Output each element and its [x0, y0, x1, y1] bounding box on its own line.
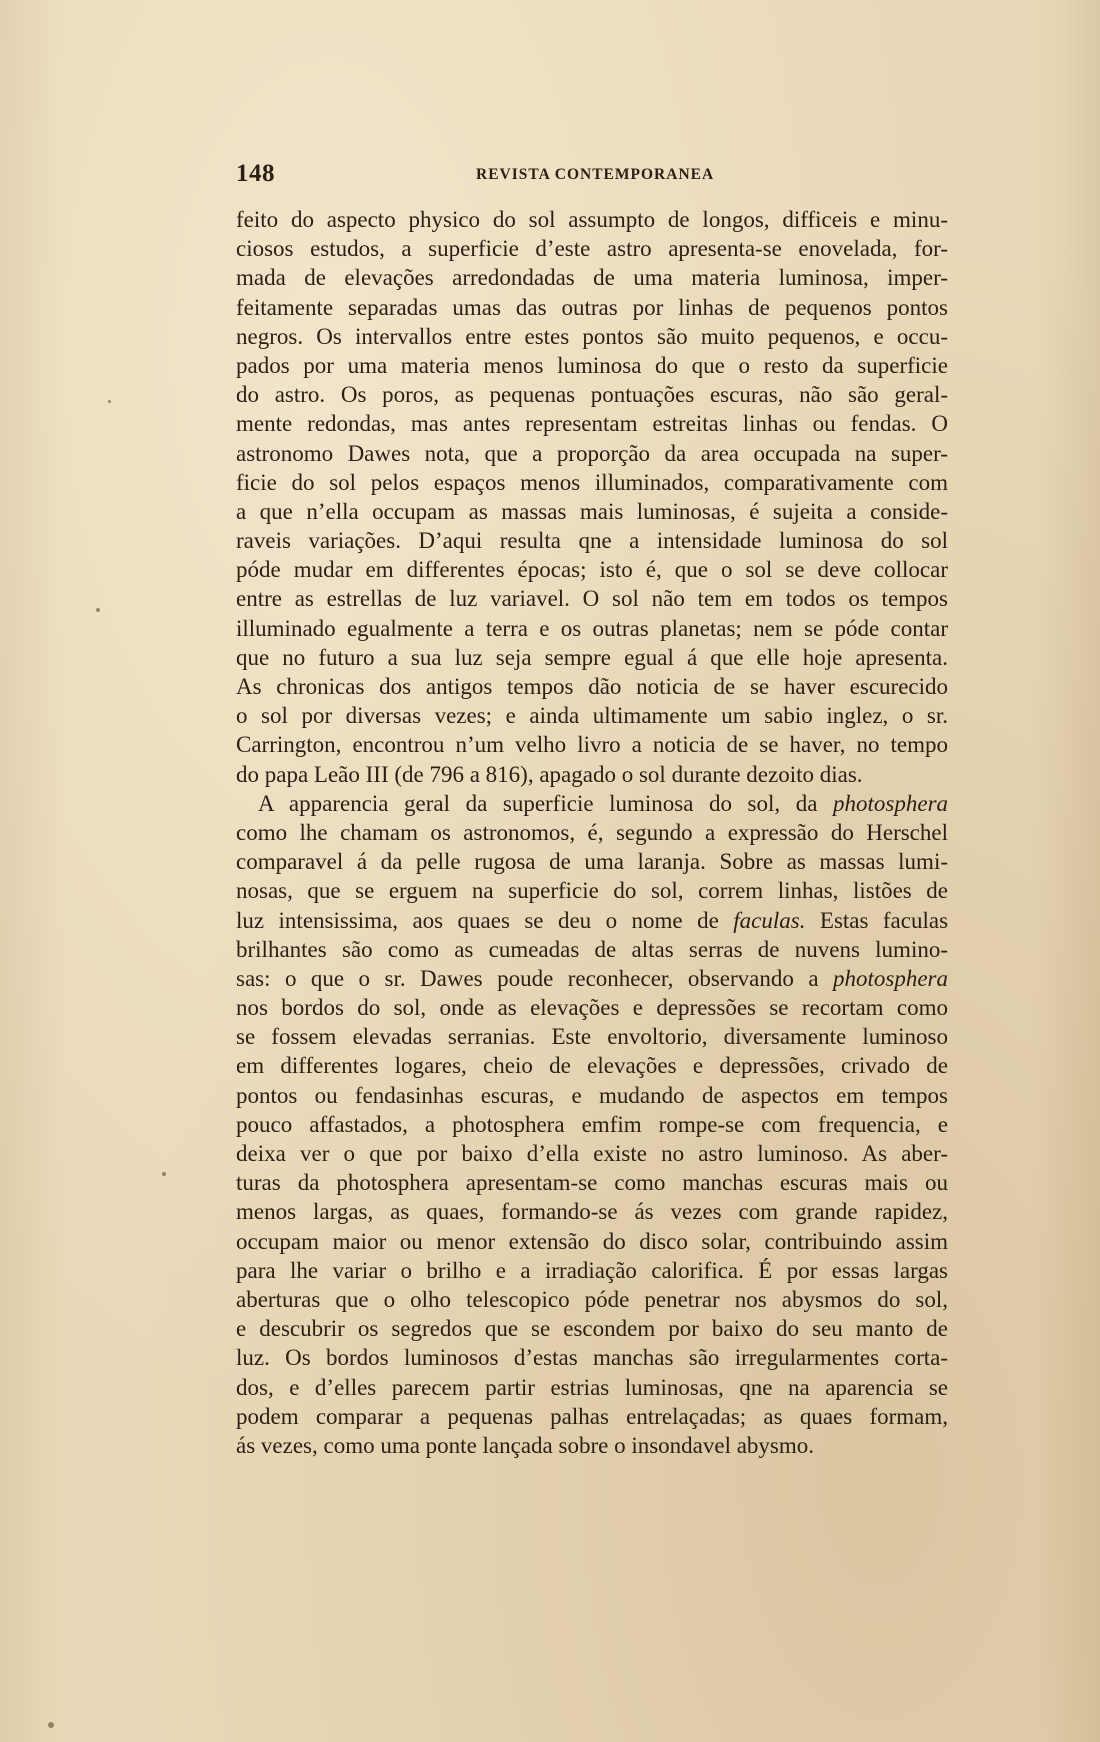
text-line: luz. Os bordos luminosos d’estas manchas são irregularmentes corta- [236, 1345, 948, 1371]
body-text [236, 205, 948, 1460]
text-segment: Estas faculas [819, 907, 949, 933]
text-line: ás vezes, como uma ponte lançada sobre o insondavel abysmo. [236, 1432, 815, 1458]
text-line: As chronicas dos antigos tempos dão noticia de se haver escurecido [236, 674, 948, 699]
text-line: brilhantes são como as cumeadas de altas serras de nuvens lumino- [236, 936, 948, 962]
text-segment: sas: o que o sr. Dawes poude reconhecer, observando a [236, 965, 819, 991]
text-line: dos, e d’elles parecem partir estrias luminosas, qne na aparencia se [236, 1374, 948, 1400]
text-line: aberturas que o olho telescopico póde penetrar nos abysmos do sol, [236, 1286, 948, 1312]
text-line: illuminado egualmente a terra e os outras planetas; nem se póde contar [236, 615, 948, 641]
text-line-mixed [236, 789, 948, 818]
page-number: 148 [236, 160, 275, 187]
text-line: póde mudar em differentes épocas; isto é, que o sol se deve collocar [236, 557, 948, 583]
text-line: e descubrir os segredos que se escondem por baixo do seu manto de [236, 1316, 948, 1342]
text-line: feitamente separadas umas das outras por linhas de pequenos pontos [236, 294, 948, 320]
text-line: em differentes logares, cheio de elevações e depressões, crivado de [236, 1053, 948, 1079]
text-line: pados por uma materia menos luminosa do que o resto da superficie [236, 352, 948, 378]
text-line: mente redondas, mas antes representam estreitas linhas ou fendas. O [236, 411, 948, 437]
italic-term: photosphera [833, 965, 948, 991]
text-line: astronomo Dawes nota, que a proporção da area occupada na super- [236, 440, 948, 466]
text-line: mada de elevações arredondadas de uma materia luminosa, imper- [236, 265, 948, 291]
italic-term: faculas. [733, 907, 806, 933]
text-line: pontos ou fendasinhas escuras, e mudando de aspectos em tempos [236, 1082, 948, 1108]
text-line: comparavel á da pelle rugosa de uma laranja. Sobre as massas lumi- [236, 849, 948, 875]
text-line: occupam maior ou menor extensão do disco solar, contribuindo assim [236, 1228, 948, 1254]
text-line-mixed [236, 964, 948, 993]
paper-speck [162, 1172, 166, 1176]
paper-speck [48, 1722, 54, 1728]
page-header [236, 160, 718, 190]
text-line: negros. Os intervallos entre estes pontos são muito pequenos, e occu- [236, 323, 948, 349]
text-line: para lhe variar o brilho e a irradiação calorifica. É por essas largas [236, 1257, 948, 1283]
text-line: do papa Leão III (de 796 a 816), apagado o sol durante dezoito dias. [236, 761, 863, 787]
text-line: ciosos estudos, a superficie d’este astro apresenta-se enovelada, for- [236, 236, 948, 262]
italic-term: photosphera [833, 790, 949, 816]
text-segment: A apparencia geral da superficie luminosa do sol, da [258, 790, 818, 816]
paper-speck [108, 400, 111, 403]
running-head: REVISTA CONTEMPORANEA [476, 166, 715, 183]
text-line: nosas, que se erguem na superficie do sol, correm linhas, listões de [236, 878, 948, 904]
paper-speck [96, 608, 100, 612]
text-segment: luz intensissima, aos quaes se deu o nome de [236, 907, 719, 933]
text-line: podem comparar a pequenas palhas entrelaçadas; as quaes formam, [236, 1403, 948, 1429]
text-line: turas da photosphera apresentam-se como manchas escuras mais ou [236, 1170, 948, 1196]
text-line: menos largas, as quaes, formando-se ás vezes com grande rapidez, [236, 1199, 948, 1225]
text-line: do astro. Os poros, as pequenas pontuações escuras, não são geral- [236, 382, 948, 408]
text-line: que no futuro a sua luz seja sempre egual á que elle hoje apresenta. [236, 644, 948, 670]
text-line: deixa ver o que por baixo d’ella existe no astro luminoso. As aber- [236, 1141, 948, 1166]
text-line-mixed [236, 906, 948, 935]
text-line: nos bordos do sol, onde as elevações e depressões se recortam como [236, 995, 948, 1021]
text-line: pouco affastados, a photosphera emfim rompe-se com frequencia, e [236, 1111, 948, 1137]
text-line: raveis variações. D’aqui resulta qne a intensidade luminosa do sol [236, 528, 948, 554]
text-line: entre as estrellas de luz variavel. O sol não tem em todos os tempos [236, 586, 948, 612]
text-line: se fossem elevadas serranias. Este envoltorio, diversamente luminoso [236, 1024, 948, 1050]
text-line: feito do aspecto physico do sol assumpto de longos, difficeis e minu- [236, 207, 948, 232]
text-line: Carrington, encontrou n’um velho livro a noticia de se haver, no tempo [236, 732, 948, 758]
text-line: a que n’ella occupam as massas mais luminosas, é sujeita a conside- [236, 498, 948, 524]
text-line: ficie do sol pelos espaços menos illuminados, comparativamente com [236, 469, 948, 495]
text-line: o sol por diversas vezes; e ainda ultimamente um sabio inglez, o sr. [236, 703, 948, 729]
text-line: como lhe chamam os astronomos, é, segundo a expressão do Herschel [236, 819, 948, 845]
